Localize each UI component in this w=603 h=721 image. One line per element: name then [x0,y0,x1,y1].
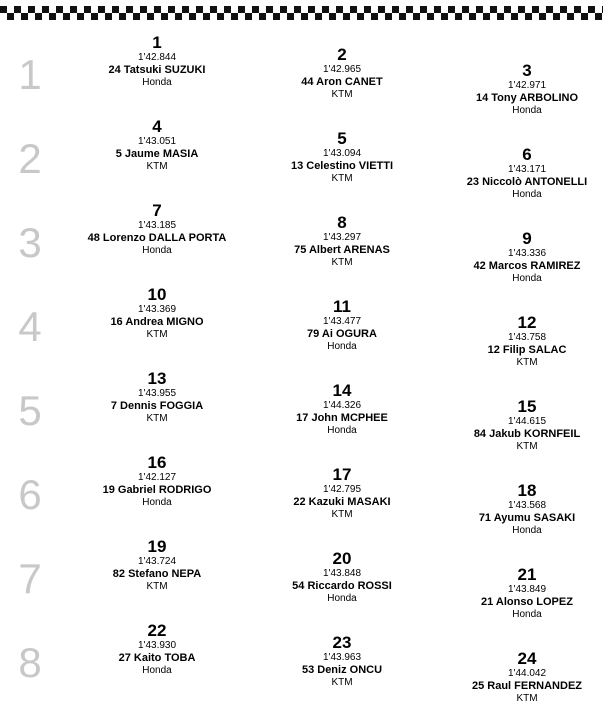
team-name: KTM [516,693,538,704]
checker-square [196,6,203,13]
checker-square [84,6,91,13]
checker-square [161,13,168,20]
team-name: KTM [146,413,168,424]
lap-time: 1'43.955 [137,388,177,399]
rider-name: 24 Tatsuki SUZUKI [108,64,206,76]
checker-square [266,6,273,13]
checker-square [490,6,497,13]
rider-slot [247,634,437,689]
checker-square [70,6,77,13]
team-name: Honda [327,341,357,352]
rider-slot [247,298,437,353]
grid-position: 6 [522,145,532,164]
team-name: Honda [142,245,172,256]
team-name: Honda [512,273,542,284]
grid-position: 9 [522,229,532,248]
lap-time: 1'43.369 [137,304,177,315]
lap-time: 1'42.965 [322,64,362,75]
grid-position: 19 [147,537,167,556]
grid-row-number: 7 [18,555,42,602]
grid-position: 3 [522,61,532,80]
rider-slot [432,62,603,117]
checker-square [315,13,322,20]
team-name: KTM [146,329,168,340]
grid-position: 5 [337,129,347,148]
grid-position: 23 [332,633,352,652]
lap-time: 1'44.042 [507,668,547,679]
grid-position: 13 [147,369,167,388]
checker-square [448,6,455,13]
rider-name: 22 Kazuki MASAKI [293,496,391,508]
checker-square [140,6,147,13]
lap-time: 1'43.477 [322,316,362,327]
checker-square [203,13,210,20]
grid-position: 1 [152,33,162,52]
rider-slot [62,622,252,677]
team-name: KTM [331,173,353,184]
grid-row-number: 5 [18,387,42,434]
rider-name: 12 Filip SALAC [487,344,567,356]
checker-square [392,6,399,13]
grid-position: 16 [147,453,167,472]
checker-square [217,13,224,20]
checker-square [343,13,350,20]
checker-square [238,6,245,13]
checker-square [350,6,357,13]
checker-square [476,6,483,13]
checker-square [483,13,490,20]
grid-row-number: 8 [18,639,42,686]
rider-slot [432,650,603,705]
rider-name: 75 Albert ARENAS [294,244,390,256]
lap-time: 1'43.758 [507,332,547,343]
grid-row-number: 4 [18,303,42,350]
checker-square [49,13,56,20]
rider-name: 7 Dennis FOGGIA [110,400,204,412]
rider-name: 23 Niccolò ANTONELLI [466,176,588,188]
team-name: KTM [146,161,168,172]
lap-time: 1'43.849 [507,584,547,595]
team-name: Honda [142,665,172,676]
checker-square [112,6,119,13]
checker-square [294,6,301,13]
checker-square [497,13,504,20]
checker-square [546,6,553,13]
checker-square [588,6,595,13]
lap-time: 1'43.094 [322,148,362,159]
checker-square [441,13,448,20]
checker-square [308,6,315,13]
checker-square [518,6,525,13]
checker-square [42,6,49,13]
checker-square [98,6,105,13]
rider-name: 21 Alonso LOPEZ [481,596,573,608]
checker-square [21,13,28,20]
checker-square [7,13,14,20]
checker-square [399,13,406,20]
checker-square [28,6,35,13]
checker-square [210,6,217,13]
rider-slot [62,538,252,593]
rider-slot [247,130,437,185]
team-name: KTM [331,89,353,100]
team-name: Honda [512,525,542,536]
checker-square [427,13,434,20]
checker-square [231,13,238,20]
checker-square [322,6,329,13]
checker-square [434,6,441,13]
lap-time: 1'43.336 [507,248,547,259]
rider-slot [432,314,603,369]
rider-slot [432,146,603,201]
rider-name: 48 Lorenzo DALLA PORTA [87,232,227,244]
grid-position: 12 [517,313,537,332]
lap-time: 1'43.297 [322,232,362,243]
lap-time: 1'42.844 [137,52,177,63]
checker-square [147,13,154,20]
checker-square [560,6,567,13]
grid-row-number: 6 [18,471,42,518]
grid-row-number: 3 [18,219,42,266]
checker-square [259,13,266,20]
rider-slot [247,466,437,521]
grid-row-number: 1 [18,51,42,98]
grid-position: 20 [332,549,352,568]
rider-name: 17 John MCPHEE [296,412,388,424]
checker-square [504,6,511,13]
checkered-flag-banner [0,6,603,20]
checker-square [511,13,518,20]
grid-position: 21 [517,565,537,584]
checker-square [371,13,378,20]
team-name: Honda [512,609,542,620]
checker-square [119,13,126,20]
team-name: Honda [142,497,172,508]
rider-slot [247,382,437,437]
checker-square [189,13,196,20]
checker-square [420,6,427,13]
rider-name: 44 Aron CANET [301,76,383,88]
rider-name: 5 Jaume MASIA [115,148,199,160]
grid-position: 18 [517,481,537,500]
rider-slot [62,34,252,89]
rider-name: 25 Raul FERNANDEZ [471,680,583,692]
rider-slot [62,370,252,425]
lap-time: 1'42.971 [507,80,547,91]
rider-slot [62,118,252,173]
checker-square [462,6,469,13]
grid-position: 22 [147,621,167,640]
checker-square [385,13,392,20]
checker-square [175,13,182,20]
team-name: Honda [327,425,357,436]
checker-square [0,6,7,13]
checker-square [336,6,343,13]
checker-square [133,13,140,20]
checker-square [63,13,70,20]
rider-slot [432,482,603,537]
lap-time: 1'43.848 [322,568,362,579]
lap-time: 1'43.051 [137,136,177,147]
lap-time: 1'42.127 [137,472,177,483]
checker-square [91,13,98,20]
checker-square [581,13,588,20]
rider-name: 13 Celestino VIETTI [290,160,394,172]
grid-position: 24 [517,649,537,668]
rider-name: 82 Stefano NEPA [112,568,202,580]
lap-time: 1'44.615 [507,416,547,427]
rider-slot [247,550,437,605]
checker-square [280,6,287,13]
checker-square [567,13,574,20]
rider-slot [432,398,603,453]
checker-square [273,13,280,20]
grid-position: 8 [337,213,347,232]
rider-name: 16 Andrea MIGNO [110,316,204,328]
lap-time: 1'43.963 [322,652,362,663]
checker-square [553,13,560,20]
team-name: KTM [331,677,353,688]
checker-square [455,13,462,20]
checker-square [539,13,546,20]
rider-slot [62,202,252,257]
grid-position: 4 [152,117,162,136]
rider-name: 42 Marcos RAMIREZ [473,260,581,272]
checker-square [329,13,336,20]
checker-square [56,6,63,13]
checker-square [14,6,21,13]
rider-name: 71 Ayumu SASAKI [478,512,576,524]
checker-square [287,13,294,20]
checker-square [364,6,371,13]
team-name: Honda [142,77,172,88]
checker-square [168,6,175,13]
team-name: KTM [516,357,538,368]
lap-time: 1'43.185 [137,220,177,231]
rider-name: 53 Deniz ONCU [301,664,383,676]
rider-name: 54 Riccardo ROSSI [292,580,392,592]
rider-slot [62,286,252,341]
grid-row-number: 2 [18,135,42,182]
team-name: Honda [512,105,542,116]
checker-square [224,6,231,13]
checker-square [469,13,476,20]
checker-square [245,13,252,20]
checker-square [77,13,84,20]
team-name: KTM [516,441,538,452]
grid-position: 11 [333,297,351,316]
rider-name: 84 Jakub KORNFEIL [473,428,581,440]
rider-name: 14 Tony ARBOLINO [475,92,579,104]
checker-square [154,6,161,13]
rider-slot [247,46,437,101]
rider-name: 27 Kaito TOBA [118,652,196,664]
checker-square [105,13,112,20]
checker-square [525,13,532,20]
grid-position: 15 [517,397,537,416]
lap-time: 1'44.326 [322,400,362,411]
checker-square [182,6,189,13]
grid-position: 7 [152,201,162,220]
rider-slot [247,214,437,269]
lap-time: 1'43.724 [137,556,177,567]
checker-square [532,6,539,13]
checker-square [406,6,413,13]
rider-slot [432,566,603,621]
checker-square [574,6,581,13]
grid-position: 10 [147,285,167,304]
team-name: KTM [146,581,168,592]
lap-time: 1'43.568 [507,500,547,511]
team-name: KTM [331,509,353,520]
grid-position: 14 [332,381,352,400]
team-name: KTM [331,257,353,268]
checker-square [595,13,602,20]
lap-time: 1'42.795 [322,484,362,495]
checker-square [301,13,308,20]
lap-time: 1'43.171 [507,164,547,175]
rider-slot [62,454,252,509]
grid-position: 2 [337,45,347,64]
team-name: Honda [327,593,357,604]
checker-square [378,6,385,13]
rider-slot [432,230,603,285]
checker-square [357,13,364,20]
checker-square [35,13,42,20]
team-name: Honda [512,189,542,200]
grid-position: 17 [332,465,352,484]
checker-square [252,6,259,13]
checker-square [126,6,133,13]
lap-time: 1'43.930 [137,640,177,651]
rider-name: 19 Gabriel RODRIGO [102,484,212,496]
checker-square [413,13,420,20]
rider-name: 79 Ai OGURA [307,328,377,340]
